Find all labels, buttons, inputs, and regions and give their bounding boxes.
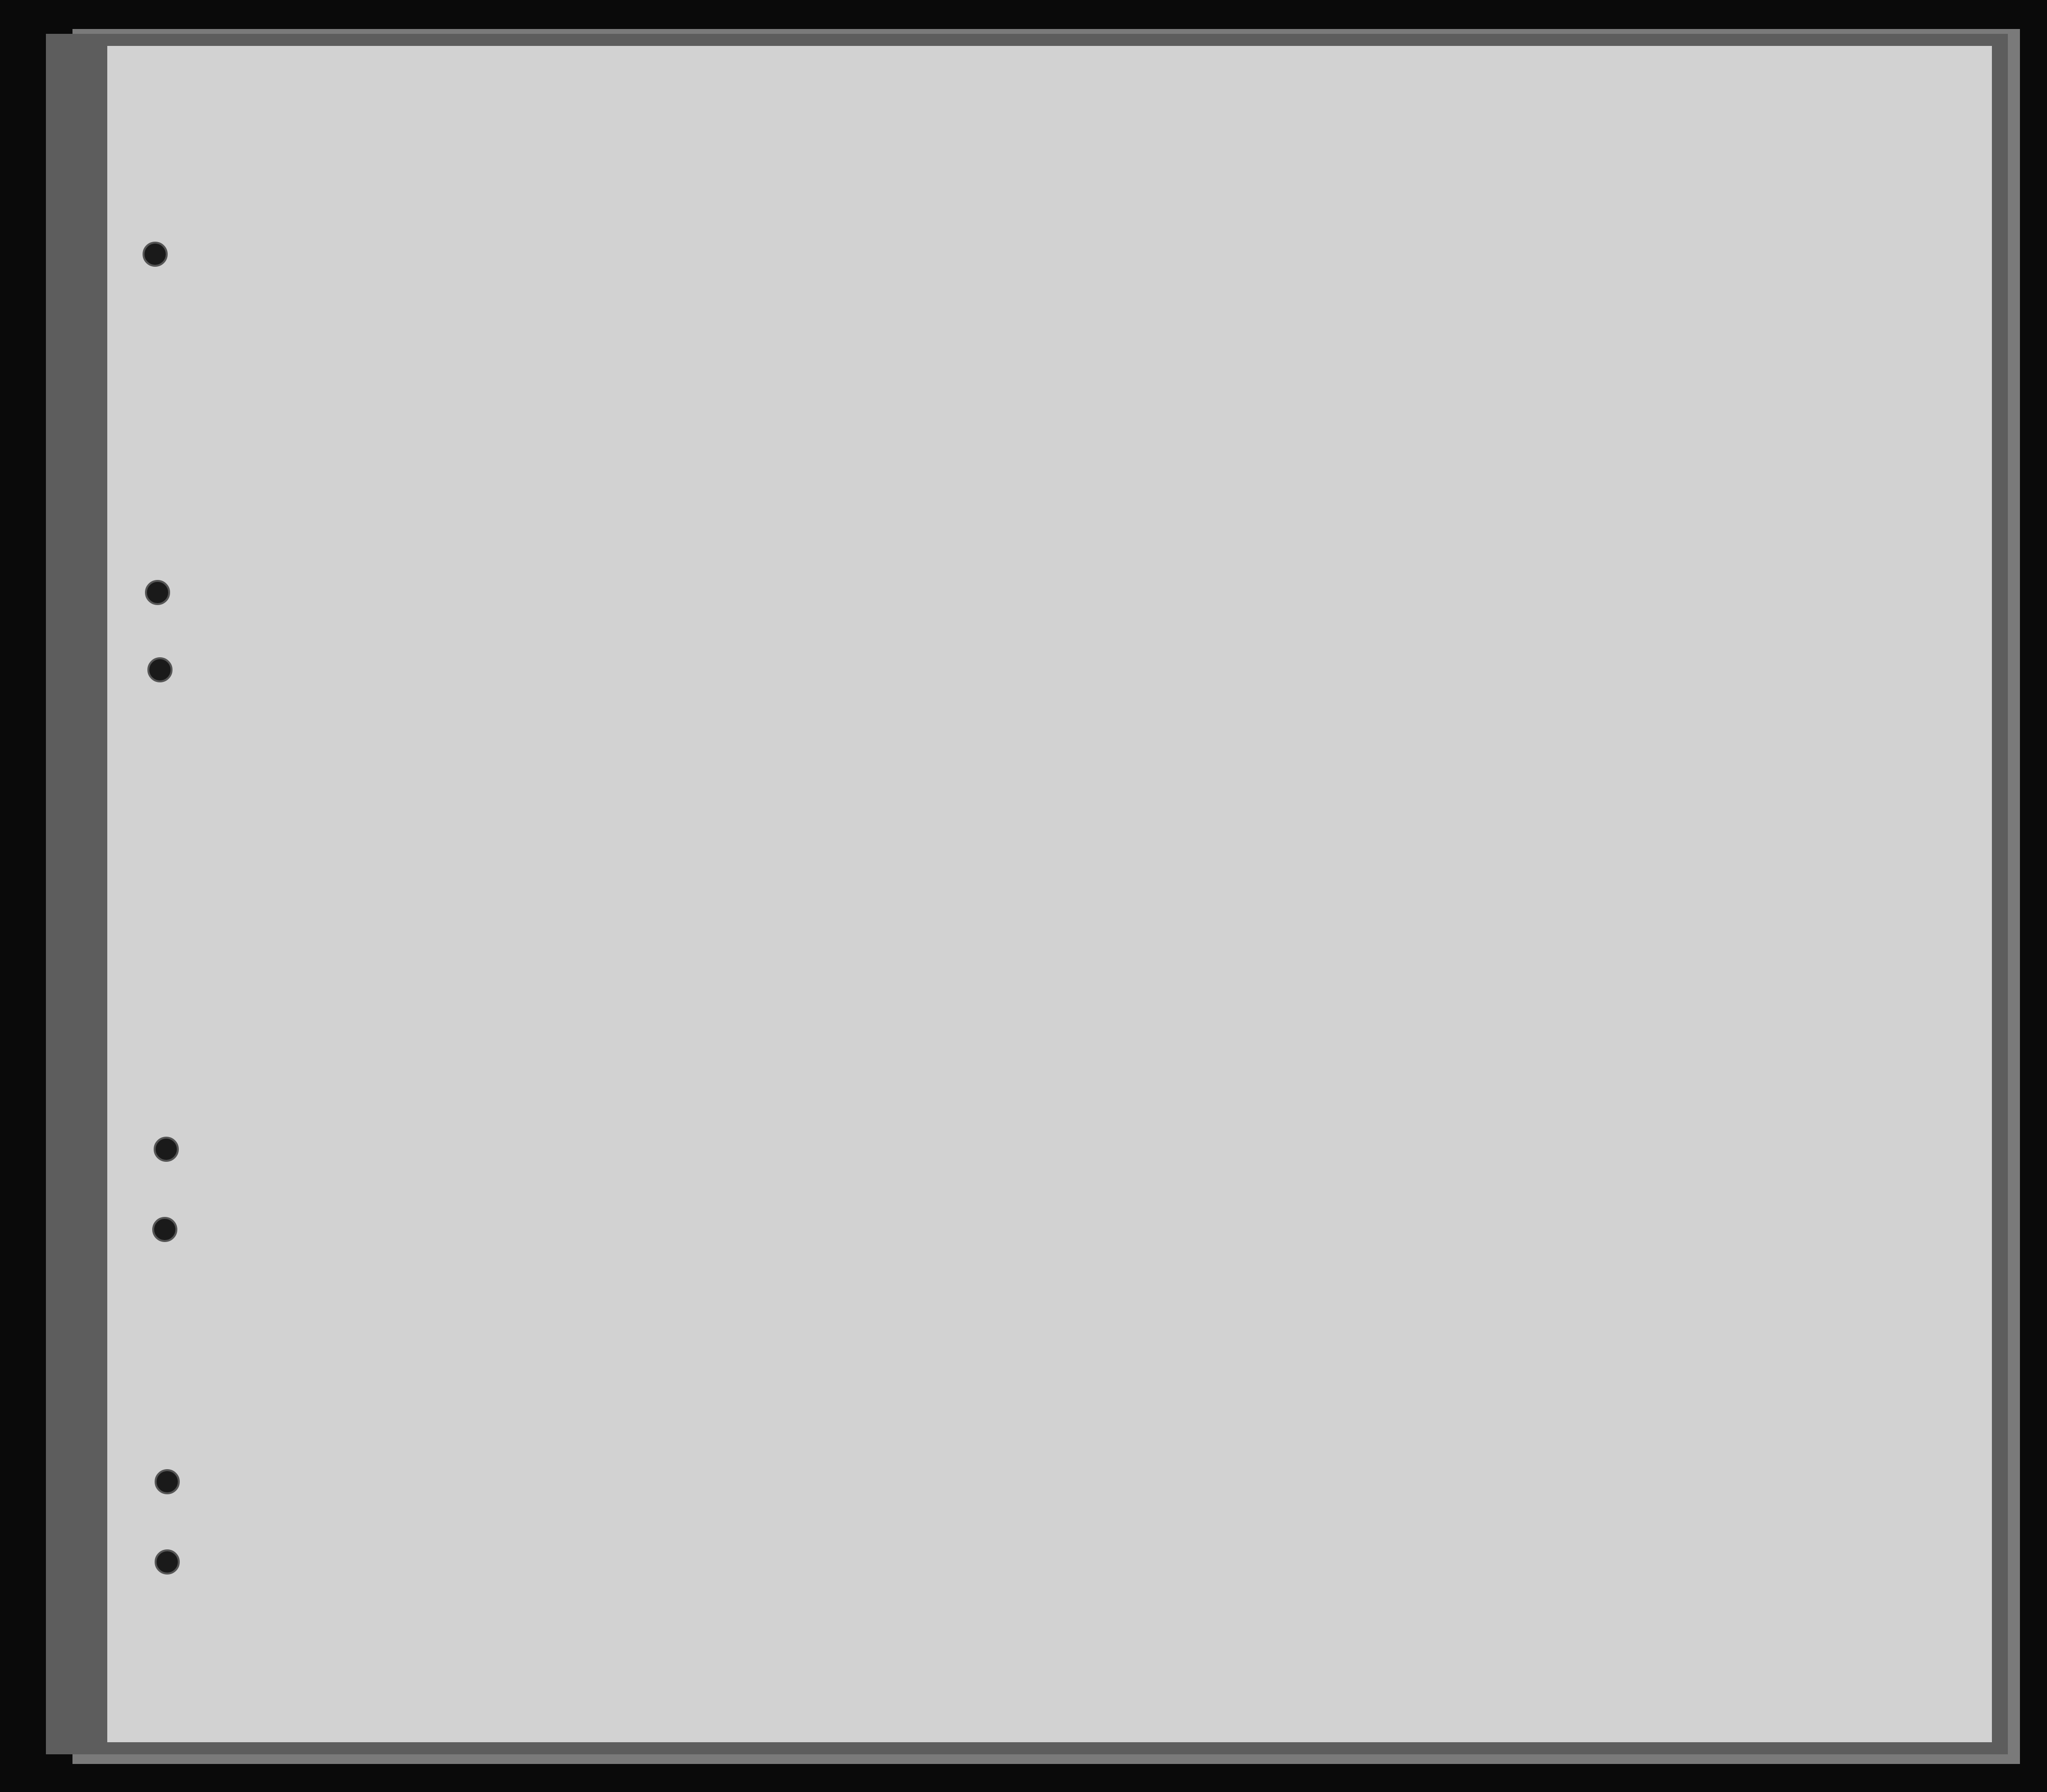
table-grid <box>107 46 1992 1742</box>
punch-hole <box>145 580 170 605</box>
punch-hole <box>147 657 173 682</box>
punch-hole <box>155 1549 180 1575</box>
manifest-page <box>107 46 1992 1742</box>
punch-hole <box>154 1137 179 1162</box>
punch-hole <box>155 1469 180 1494</box>
punch-hole <box>143 242 168 267</box>
punch-hole <box>152 1217 177 1242</box>
